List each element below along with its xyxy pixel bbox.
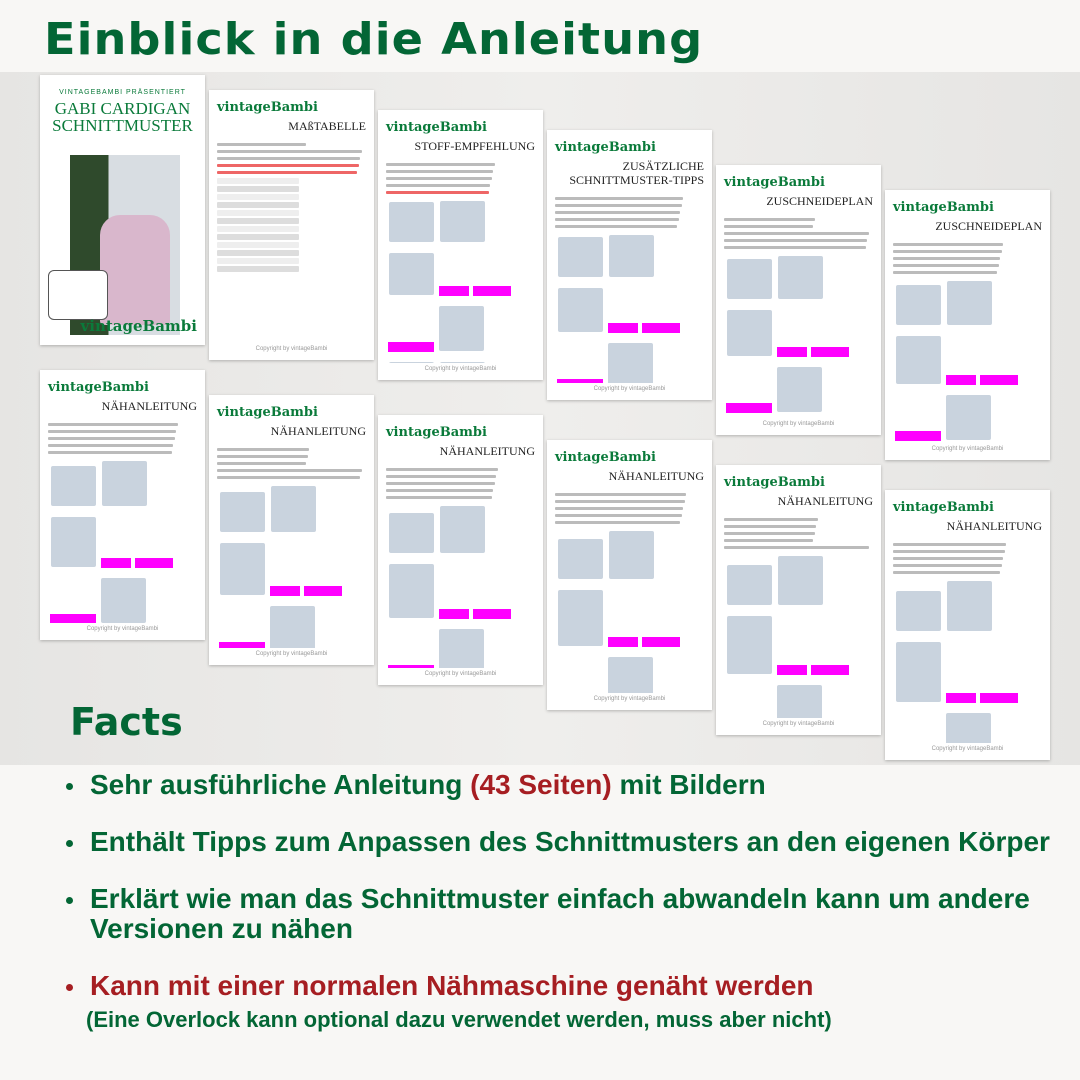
photo-step: [896, 285, 941, 325]
text-line: [217, 171, 357, 174]
pink-label: [946, 693, 976, 703]
instruction-page: [716, 465, 881, 735]
fact-subnote: (Eine Overlock kann optional dazu verwendet werden, muss aber nicht): [86, 1007, 832, 1032]
photo-step: [220, 543, 265, 595]
text-line: [893, 543, 1006, 546]
text-line: [724, 525, 816, 528]
text-line: [555, 225, 677, 228]
text-line: [555, 218, 679, 221]
text-line: [48, 423, 178, 426]
photo-step: [727, 259, 772, 299]
copyright-note: Copyright by vintageBambi: [762, 721, 835, 727]
pink-label: [473, 609, 511, 619]
page-logo: vintageBambi: [555, 450, 656, 465]
photo-step: [558, 288, 603, 332]
page-logo: vintageBambi: [217, 405, 318, 420]
table-row: [217, 194, 299, 200]
text-line: [724, 246, 866, 249]
text-line: [48, 451, 172, 454]
cover-title: GABI CARDIGAN SCHNITTMUSTER: [52, 99, 193, 135]
page-body: [217, 139, 366, 343]
copyright-note: Copyright by vintageBambi: [593, 386, 666, 392]
page-heading: NÄHANLEITUNG: [101, 399, 197, 413]
photo-step: [777, 685, 822, 718]
page-logo: vintageBambi: [893, 200, 994, 215]
table-row: [217, 210, 299, 216]
text-line: [893, 243, 1003, 246]
page-heading: ZUSCHNEIDEPLAN: [935, 219, 1042, 233]
copyright-note: Copyright by vintageBambi: [255, 651, 328, 657]
text-line: [386, 191, 489, 194]
photo-step: [558, 590, 603, 646]
table-row: [217, 178, 299, 184]
text-line: [555, 211, 680, 214]
photo-step: [440, 506, 485, 553]
text-line: [893, 271, 997, 274]
table-row: [217, 258, 299, 264]
photo-step: [727, 616, 772, 674]
page-title: Einblick in die Anleitung: [44, 14, 704, 65]
pink-label: [219, 642, 265, 648]
text-line: [217, 469, 362, 472]
photo-step: [727, 310, 772, 356]
text-line: [893, 564, 1002, 567]
fact-item: [62, 971, 1062, 1035]
photo-step: [896, 642, 941, 702]
fact-text: Kann mit einer normalen Nähmaschine genäht werden: [90, 970, 814, 1001]
photo-step: [609, 235, 654, 277]
text-line: [893, 550, 1005, 553]
photo-step: [778, 556, 823, 605]
text-line: [724, 539, 813, 542]
photo-step: [609, 531, 654, 579]
cover-pretitle: VINTAGEBAMBI PRÄSENTIERT: [59, 89, 186, 96]
text-line: [555, 507, 683, 510]
pink-label: [777, 665, 807, 675]
text-line: [217, 143, 306, 146]
text-line: [386, 184, 490, 187]
fact-item: Enthält Tipps zum Anpassen des Schnittmusters an den eigenen Körper: [62, 827, 1062, 857]
instruction-page: [209, 90, 374, 360]
photo-step: [558, 237, 603, 277]
pink-label: [946, 375, 976, 385]
fact-text: mit Bildern: [611, 769, 766, 800]
page-logo: vintageBambi: [217, 100, 318, 115]
pink-label: [811, 347, 849, 357]
photo-step: [389, 253, 434, 295]
text-line: [48, 444, 173, 447]
copyright-note: Copyright by vintageBambi: [762, 421, 835, 427]
text-line: [893, 571, 1000, 574]
photo-step: [389, 564, 434, 618]
pink-label: [439, 609, 469, 619]
instruction-page: [885, 490, 1050, 760]
table-row: [217, 218, 299, 224]
text-line: [724, 532, 815, 535]
pink-label: [101, 558, 131, 568]
text-line: [555, 500, 685, 503]
photo-step: [439, 306, 484, 351]
cover-page: [40, 75, 205, 345]
table-row: [217, 202, 299, 208]
text-line: [217, 448, 309, 451]
photo-step: [440, 201, 485, 242]
photo-step: [896, 336, 941, 384]
text-line: [893, 264, 999, 267]
page-heading: MAßTABELLE: [288, 119, 366, 133]
text-line: [555, 493, 686, 496]
copyright-note: Copyright by vintageBambi: [593, 696, 666, 702]
instruction-page: [40, 370, 205, 640]
photo-step: [947, 581, 992, 631]
copyright-note: Copyright by vintageBambi: [255, 346, 328, 352]
photo-step: [101, 578, 146, 623]
fact-item: Erklärt wie man das Schnittmuster einfach abwandeln kann um andere Versionen zu nähen: [62, 884, 1062, 944]
pink-label: [388, 665, 434, 668]
text-line: [386, 496, 492, 499]
fact-item: [62, 770, 1062, 800]
text-line: [217, 476, 360, 479]
photo-step: [608, 343, 653, 383]
text-line: [386, 482, 495, 485]
page-body: [48, 419, 197, 623]
pink-label: [642, 323, 680, 333]
photo-step: [389, 202, 434, 242]
table-row: [217, 242, 299, 248]
pink-label: [135, 558, 173, 568]
page-logo: vintageBambi: [386, 120, 487, 135]
page-heading: STOFF-EMPFEHLUNG: [414, 139, 535, 153]
pink-label: [642, 637, 680, 647]
table-row: [217, 186, 299, 192]
photo-step: [271, 486, 316, 532]
page-logo: vintageBambi: [893, 500, 994, 515]
copyright-note: Copyright by vintageBambi: [931, 746, 1004, 752]
pink-label: [608, 637, 638, 647]
photo-step: [777, 367, 822, 412]
photo-step: [727, 565, 772, 605]
page-logo: vintageBambi: [555, 140, 656, 155]
instruction-page: [885, 190, 1050, 460]
copyright-note: Copyright by vintageBambi: [424, 366, 497, 372]
photo-step: [558, 539, 603, 579]
text-line: [217, 157, 360, 160]
page-logo: vintageBambi: [724, 175, 825, 190]
photo-step: [270, 606, 315, 648]
cardigan-figure: [100, 215, 170, 325]
photo-step: [608, 657, 653, 693]
text-line: [386, 170, 493, 173]
page-body: [893, 539, 1042, 743]
photo-step: [947, 281, 992, 325]
text-line: [893, 557, 1003, 560]
instruction-page: [378, 110, 543, 380]
page-heading: NÄHANLEITUNG: [608, 469, 704, 483]
text-line: [48, 437, 175, 440]
table-row: [217, 250, 299, 256]
photo-step: [896, 591, 941, 631]
page-body: [555, 489, 704, 693]
pink-label: [270, 586, 300, 596]
text-line: [386, 468, 498, 471]
page-logo: vintageBambi: [48, 380, 149, 395]
fact-text: Sehr ausführliche Anleitung: [90, 769, 471, 800]
copyright-note: Copyright by vintageBambi: [424, 671, 497, 677]
cover-logo: vintageBambi: [80, 317, 197, 335]
text-line: [217, 455, 308, 458]
pink-label: [473, 286, 511, 296]
page-body: [555, 193, 704, 383]
page-body: [386, 464, 535, 668]
text-line: [555, 521, 680, 524]
facts-heading: Facts: [70, 700, 183, 744]
page-heading: ZUSÄTZLICHE SCHNITTMUSTER-TIPPS: [569, 159, 704, 187]
facts-list: [62, 770, 1062, 1062]
photo-step: [51, 517, 96, 567]
page-count-highlight: (43 Seiten): [470, 769, 612, 800]
text-line: [555, 204, 682, 207]
photo-step: [220, 492, 265, 532]
page-heading: NÄHANLEITUNG: [270, 424, 366, 438]
pink-label: [726, 403, 772, 413]
table-row: [217, 234, 299, 240]
photo-step: [389, 362, 434, 363]
text-line: [893, 250, 1002, 253]
text-line: [386, 177, 492, 180]
pink-label: [388, 342, 434, 352]
pink-label: [304, 586, 342, 596]
text-line: [724, 225, 813, 228]
pink-label: [608, 323, 638, 333]
page-heading: NÄHANLEITUNG: [946, 519, 1042, 533]
instruction-page: [716, 165, 881, 435]
photo-step: [946, 713, 991, 743]
text-line: [555, 514, 682, 517]
photo-step: [440, 362, 485, 363]
page-logo: vintageBambi: [724, 475, 825, 490]
pink-label: [557, 379, 603, 383]
photo-step: [439, 629, 484, 668]
text-line: [724, 518, 818, 521]
copyright-note: Copyright by vintageBambi: [931, 446, 1004, 452]
page-heading: ZUSCHNEIDEPLAN: [766, 194, 873, 208]
text-line: [724, 218, 815, 221]
text-line: [555, 197, 683, 200]
page-body: [217, 444, 366, 648]
text-line: [217, 164, 359, 167]
instruction-page: [209, 395, 374, 665]
text-line: [217, 150, 362, 153]
table-row: [217, 226, 299, 232]
pink-label: [980, 693, 1018, 703]
pink-label: [895, 431, 941, 441]
text-line: [724, 239, 867, 242]
text-line: [386, 475, 496, 478]
text-line: [724, 546, 869, 549]
page-body: [724, 514, 873, 718]
page-heading: NÄHANLEITUNG: [777, 494, 873, 508]
photo-step: [102, 461, 147, 506]
page-body: [893, 239, 1042, 443]
instruction-page: [378, 415, 543, 685]
instruction-page: [547, 440, 712, 710]
pink-label: [50, 614, 96, 623]
photo-step: [946, 395, 991, 440]
cardigan-sketch: [48, 270, 108, 320]
text-line: [48, 430, 176, 433]
page-logo: vintageBambi: [386, 425, 487, 440]
pink-label: [439, 286, 469, 296]
pink-label: [777, 347, 807, 357]
pink-label: [811, 665, 849, 675]
page-body: [724, 214, 873, 418]
page-body: [386, 159, 535, 363]
photo-step: [389, 513, 434, 553]
photo-step: [778, 256, 823, 299]
table-row: [217, 266, 299, 272]
text-line: [724, 232, 869, 235]
text-line: [386, 163, 495, 166]
text-line: [217, 462, 306, 465]
text-line: [386, 489, 493, 492]
photo-step: [51, 466, 96, 506]
pink-label: [980, 375, 1018, 385]
page-heading: NÄHANLEITUNG: [439, 444, 535, 458]
text-line: [893, 257, 1000, 260]
copyright-note: Copyright by vintageBambi: [86, 626, 159, 632]
instruction-page: [547, 130, 712, 400]
